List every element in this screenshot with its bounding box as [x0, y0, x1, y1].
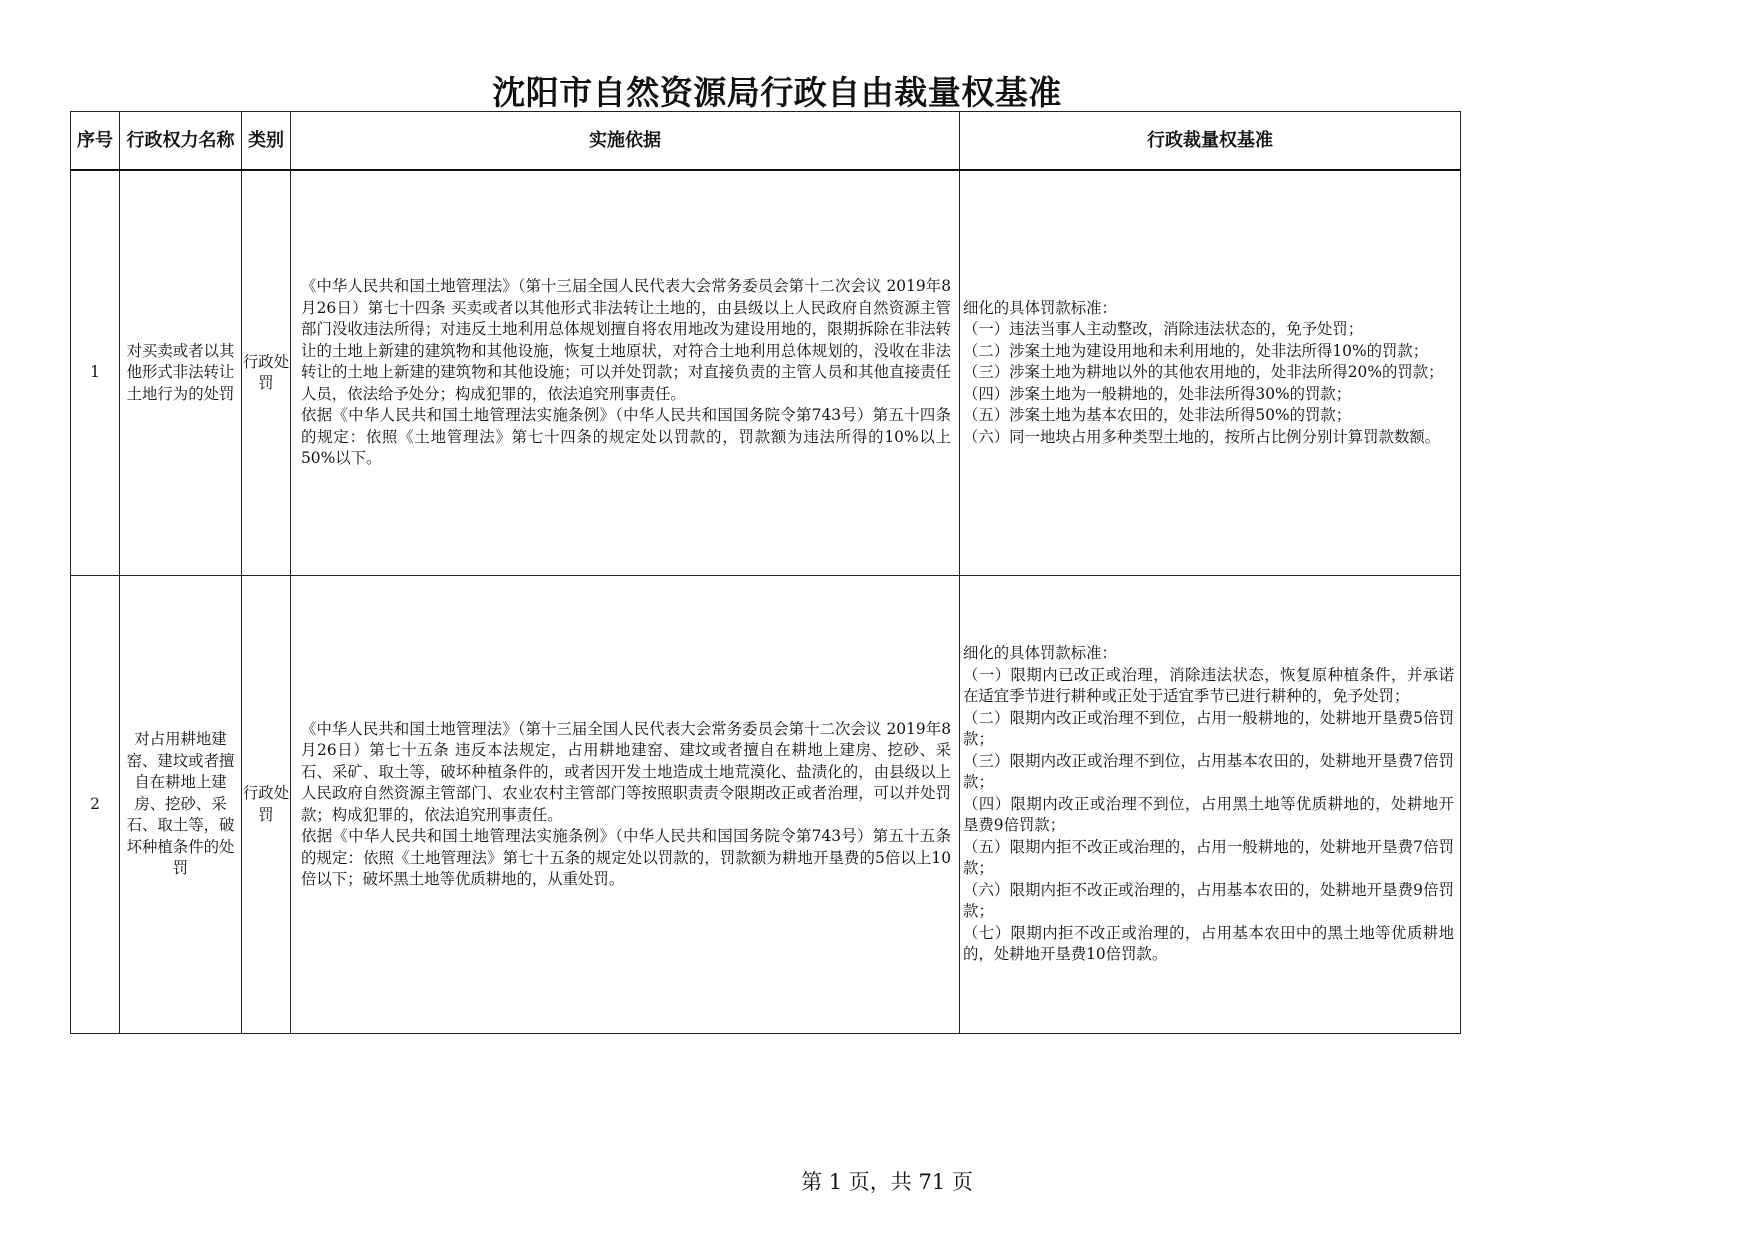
standard-intro: 细化的具体罚款标准： [963, 644, 1117, 663]
table-row [71, 170, 1461, 576]
page-title [0, 70, 1754, 116]
basis-paragraph: 依据《中华人民共和国土地管理法实施条例》（中华人民共和国国务院令第743号）第五十四条的规定：依照《土地管理法》第七十四条的规定处以罚款的，罚款额为违法所得的10%以上50%以下。 [301, 406, 951, 468]
discretion-table [70, 111, 1461, 1034]
table-row [71, 576, 1461, 1034]
row-basis [291, 576, 960, 1034]
standard-item: （六）限期内拒不改正或治理的，占用基本农田的，处耕地开垦费9倍罚款； [963, 880, 1454, 921]
row-category: 行政处罚 [242, 576, 291, 1034]
row-power-name: 对买卖或者以其他形式非法转让土地行为的处罚 [120, 170, 242, 576]
standard-item: （五）涉案土地为基本农田的，处非法所得50%的罚款； [963, 406, 1352, 425]
row-standard [960, 576, 1461, 1034]
basis-paragraph: 《中华人民共和国土地管理法》（第十三届全国人民代表大会常务委员会第十二次会议 2019年8月26日）第七十五条 违反本法规定，占用耕地建窑、建坟或者擅自在耕地上建房、挖砂、采石、采矿、取土等，破坏种植条件的，或者因开发土地造成土地荒漠化、盐渍化的，由县级以上人民政府自然资源主管部门、农业农村主管部门等按照职责责令限期改正或者治理，可以并处罚款；构成犯罪的，依法追究刑事责任。 [301, 719, 951, 824]
header-basis: 实施依据 [291, 112, 960, 171]
table-header-row [71, 112, 1461, 171]
header-name: 行政权力名称 [120, 112, 242, 171]
page-title-text: 沈阳市自然资源局行政自由裁量权基准 [492, 73, 1062, 112]
page-footer [0, 1168, 1754, 1196]
row-power-name: 对占用耕地建窑、建坟或者擅自在耕地上建房、挖砂、采石、取土等，破坏种植条件的处罚 [120, 576, 242, 1034]
standard-item: （二）限期内改正或治理不到位，占用一般耕地的，处耕地开垦费5倍罚款； [963, 708, 1454, 749]
row-category: 行政处罚 [242, 170, 291, 576]
row-standard [960, 170, 1461, 576]
standard-intro: 细化的具体罚款标准： [963, 298, 1117, 317]
header-category: 类别 [242, 112, 291, 171]
standard-item: （四）涉案土地为一般耕地的，处非法所得30%的罚款； [963, 384, 1352, 403]
standard-item: （三）涉案土地为耕地以外的其他农用地的，处非法所得20%的罚款； [963, 363, 1444, 382]
row-basis [291, 170, 960, 576]
standard-item: （一）限期内已改正或治理，消除违法状态，恢复原种植条件，并承诺在适宜季节进行耕种或正处于适宜季节已进行耕种的，免予处罚； [963, 665, 1454, 706]
row-no: 1 [71, 170, 120, 576]
basis-paragraph: 依据《中华人民共和国土地管理法实施条例》（中华人民共和国国务院令第743号）第五十五条的规定：依照《土地管理法》第七十五条的规定处以罚款的，罚款额为耕地开垦费的5倍以上10倍以下；破坏黑土地等优质耕地的，从重处罚。 [301, 827, 951, 888]
standard-item: （六）同一地块占用多种类型土地的，按所占比例分别计算罚款数额。 [963, 427, 1441, 446]
standard-item: （三）限期内改正或治理不到位，占用基本农田的，处耕地开垦费7倍罚款； [963, 751, 1454, 792]
basis-paragraph: 《中华人民共和国土地管理法》（第十三届全国人民代表大会常务委员会第十二次会议 2019年8月26日）第七十四条 买卖或者以其他形式非法转让土地的，由县级以上人民政府自然资源主管部门没收违法所得；对违反土地利用总体规划擅自将农用地改为建设用地的，限期拆除在非法转让的土地上新建的建筑物和其他设施，恢复土地原状，对符合土地利用总体规划的，没收在非法转让的土地上新建的建筑物和其他设施；可以并处罚款；对直接负责的主管人员和其他直接责任人员，依法给予处分；构成犯罪的，依法追究刑事责任。 [301, 277, 951, 403]
page-number: 第 1 页，共 71 页 [801, 1170, 973, 1194]
header-no: 序号 [71, 112, 120, 171]
standard-item: （二）涉案土地为建设用地和未利用地的，处非法所得10%的罚款； [963, 341, 1429, 360]
row-no: 2 [71, 576, 120, 1034]
standard-item: （五）限期内拒不改正或治理的，占用一般耕地的，处耕地开垦费7倍罚款； [963, 837, 1454, 878]
header-standard: 行政裁量权基准 [960, 112, 1461, 171]
standard-item: （四）限期内改正或治理不到位，占用黑土地等优质耕地的，处耕地开垦费9倍罚款； [963, 794, 1454, 835]
standard-item: （七）限期内拒不改正或治理的，占用基本农田中的黑土地等优质耕地的，处耕地开垦费10倍罚款。 [963, 923, 1454, 964]
standard-item: （一）违法当事人主动整改，消除违法状态的，免予处罚； [963, 320, 1364, 339]
